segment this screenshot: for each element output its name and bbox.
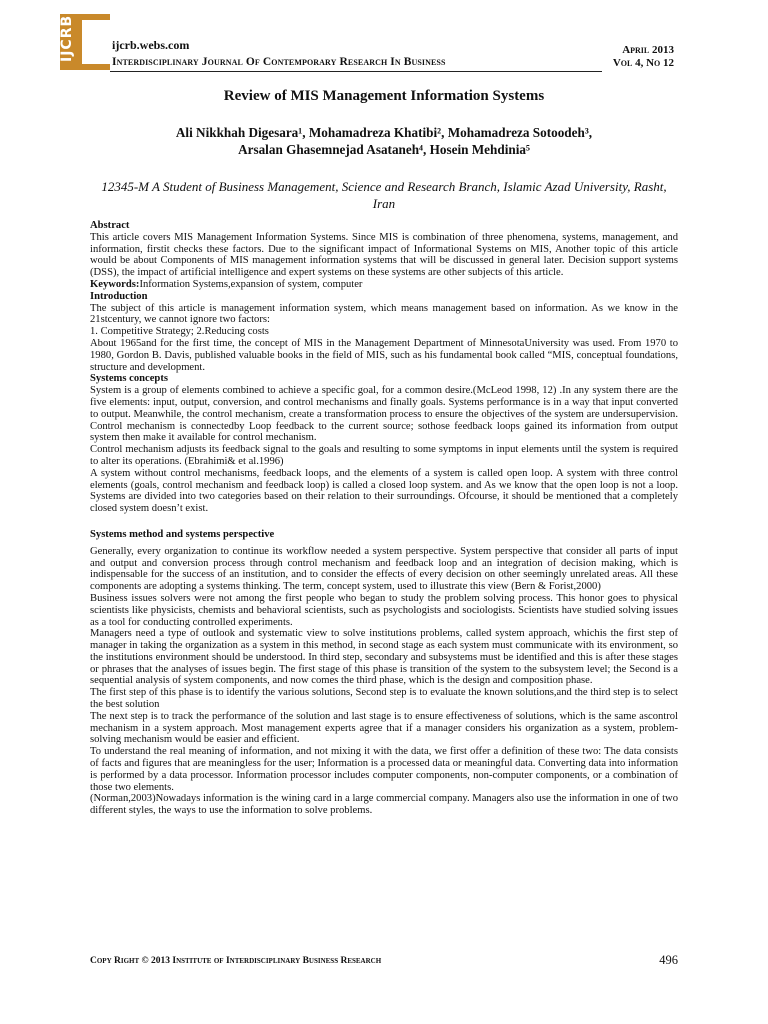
- journal-logo: [58, 12, 112, 74]
- abstract-heading: Abstract: [90, 220, 130, 231]
- intro-heading: Introduction: [90, 290, 148, 302]
- issue-volume: Vol 4, No 12: [612, 57, 674, 69]
- concepts-paragraph-1: System is a group of elements combined to achieve a specific goal, for a common desire.(McLeod 1998, 12) .In any system there are the five elements: input, output, conversion, and control mechanisms and finally goals. Systems performance is in a way that input converted to output. Meanwhile, the control mechanism, create a transformation process to ensure the objectives of the system are undersupervision. Control mechanism is connectedby Loop feedback to the current source; sothose feedback loops gained its information from output system then make it available for control mechanism.: [90, 385, 678, 444]
- method-paragraph-6: To understand the real meaning of information, and not mixing it with the data, we first offer a definition of these two: The data consists of facts and figures that are meaningless for the user; Information is a processed data or meaningful data. Converting data into information is performed by a data processor. Information processor includes computer components, non-computer components, or a combination of those two elements.: [90, 746, 678, 793]
- journal-name: Interdisciplinary Journal Of Contemporary Research In Business: [112, 56, 446, 68]
- authors-line-1: Ali Nikkhah Digesara¹, Mohamadreza Khatibi², Mohamadreza Sotoodeh³,: [175, 125, 593, 140]
- intro-history: About 1965and for the first time, the concept of MIS in the Management Department of MinnesotaUniversity was used. From 1970 to 1980, Gordon B. Davis, published valuable books in the field of MIS, such as his fundamental book called “MIS, conceptual foundations, structure and development.: [90, 337, 678, 373]
- page-number: 496: [659, 953, 678, 967]
- keywords: [90, 279, 678, 291]
- method-paragraph-1: Generally, every organization to continue its workflow needed a system perspective. System perspective that consider all parts of input and output and conversion process through control mechanism and feedback loop and an integration of decision making, which is indispensable for the success of an institution, and to consider the effects of every decision on other seemingly unrelated areas. All these components are adopting a systems thinking. The term, concept system, used to illustrate this view (Bern & Forist,2000): [90, 545, 678, 593]
- svg-text:IJCRB: IJCRB: [59, 14, 75, 62]
- issue-date: April 2013: [622, 44, 674, 56]
- copyright-footer: Copy Right © 2013 Institute of Interdisciplinary Business Research: [90, 956, 382, 966]
- journal-site[interactable]: ijcrb.webs.com: [112, 38, 190, 52]
- intro-factors: 1. Competitive Strategy; 2.Reducing costs: [90, 326, 269, 338]
- header-rule: [110, 71, 602, 72]
- method-paragraph-4: The first step of this phase is to identify the various solutions, Second step is to evaluate the known solutions,and the third step is to select the best solution: [90, 687, 678, 711]
- article-body: [90, 220, 678, 817]
- author-list: [96, 124, 672, 158]
- paper-title: Review of MIS Management Information Systems: [223, 88, 545, 104]
- intro-paragraph: The subject of this article is management information system, which means management based on information. As we know in the 21stcentury, we cannot ignore two factors:: [90, 302, 678, 326]
- keywords-label: Keywords:: [90, 278, 140, 290]
- method-paragraph-5: The next step is to track the performance of the solution and last stage is to ensure effectiveness of solutions, which is the same ascontrol mechanism in a system approach. Most management experts agree that if a manager considers his organization as a system, problem-solving mechanism would be easier and efficient.: [90, 710, 678, 746]
- method-paragraph-2: Business issues solvers were not among the first people who began to study the problem solving process. This honor goes to physical scientists like physicists, chemists and behavioral scientists, such as psychologists and sociologists. Scientists have studied solving issues as a tool for conducting controlled experiments.: [90, 592, 678, 628]
- method-paragraph-3: Managers need a type of outlook and systematic view to solve institutions problems, called system approach, whichis the first step of manager in taking the organization as a system in this method, in second stage as each system must communicate with its environment, so the institutions environment should be understood. In third step, secondary and subsystems must be identified and this is after these stages or phrases that the analyses of issues begin. The first stage of this phase is transition of the system to the subsystem level; the Second is a sequential analysis of system components, and now comes the third phase, which is the design and composition phase.: [90, 628, 678, 687]
- method-paragraph-7: (Norman,2003)Nowadays information is the wining card in a large commercial company. Managers also use the information in one of two different styles, the ways to use the information to solve problems.: [90, 793, 678, 817]
- keywords-text: Information Systems,expansion of system, computer: [139, 278, 363, 290]
- affiliation: 12345-M A Student of Business Management, Science and Research Branch, Islamic Azad University, Rasht, Iran: [101, 179, 667, 211]
- authors-line-2: Arsalan Ghasemnejad Asataneh⁴, Hosein Mehdinia⁵: [238, 142, 530, 157]
- method-heading: Systems method and systems perspective: [90, 528, 275, 540]
- abstract-text: This article covers MIS Management Information Systems. Since MIS is combination of three phenomena, systems, management, and information, firstit checks these factors. Due to the significant impact of Informational Systems on MIS, Another topic of this article would be about Components of MIS management information systems that will be discussed in general later. Decision support systems (DSS), the impact of artificial intelligence and expert systems on these systems are other subjects of this article.: [90, 231, 678, 279]
- concepts-paragraph-3: A system without control mechanisms, feedback loops, and the elements of a system is called open loop. A system with three control elements (goals, control mechanism and feedback loop) is called a closed loop system. and As we know that the open loop is not a loop. Systems are divided into two categories based on their relation to their surroundings. Ofcourse, it should be mentioned that a completely closed system doesn’t exist.: [90, 467, 678, 515]
- concepts-heading: Systems concepts: [90, 373, 168, 385]
- concepts-paragraph-2: Control mechanism adjusts its feedback signal to the goals and resulting to some symptoms in input elements until the system is required to alter its operations. (Ebrahimi& et al.1996): [90, 444, 678, 467]
